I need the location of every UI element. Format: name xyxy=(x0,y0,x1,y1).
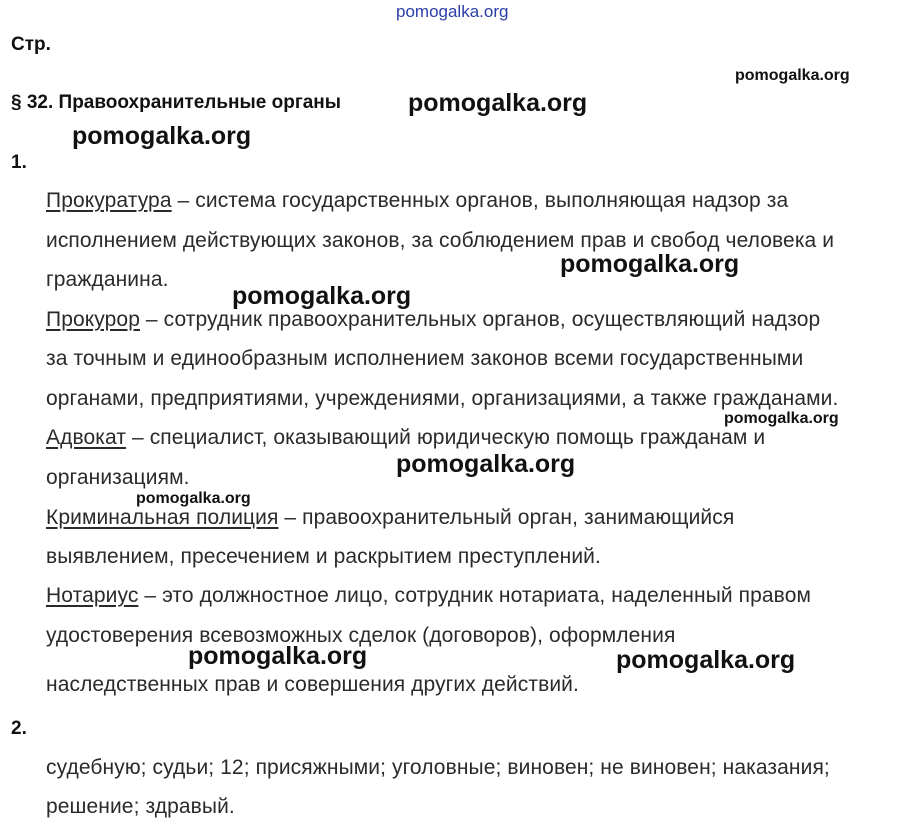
watermark-top: pomogalka.org xyxy=(396,2,509,21)
term-prokuror: Прокурор xyxy=(46,308,140,331)
watermark: pomogalka.org xyxy=(724,410,839,427)
task1-line-3: гражданина. xyxy=(46,268,169,291)
task1-line-2: исполнением действующих законов, за соблюдением прав и свобод человека и xyxy=(46,229,835,252)
term-notarius: Нотариус xyxy=(46,584,139,607)
watermark: pomogalka.org xyxy=(72,122,252,150)
task1-line-8: организациям. xyxy=(46,466,190,489)
term-prokuratura: Прокуратура xyxy=(46,189,172,212)
term-kriminalnaya-politsiya: Криминальная полиция xyxy=(46,506,279,529)
task1-line-9: Криминальная полиция – правоохранительный орган, занимающийся xyxy=(46,506,735,529)
watermark: pomogalka.org xyxy=(560,250,740,278)
task1-line-11: Нотариус – это должностное лицо, сотрудник нотариата, наделенный правом xyxy=(46,584,812,607)
watermark: pomogalka.org xyxy=(616,646,796,674)
term-advokat: Адвокат xyxy=(46,426,127,449)
page-label: Стр. xyxy=(11,34,51,55)
task1-line-7: Адвокат – специалист, оказывающий юридическую помощь гражданам и xyxy=(46,426,766,449)
watermark: pomogalka.org xyxy=(188,642,368,670)
watermark: pomogalka.org xyxy=(408,89,588,117)
task1-line-1: Прокуратура – система государственных органов, выполняющая надзор за xyxy=(46,189,789,212)
watermark: pomogalka.org xyxy=(232,282,412,310)
watermark: pomogalka.org xyxy=(396,450,576,478)
task2-line-1: судебную; судьи; 12; присяжными; уголовные; виновен; не виновен; наказания; xyxy=(46,756,830,779)
task2-line-2: решение; здравый. xyxy=(46,795,235,818)
task1-line-5: за точным и единообразным исполнением законов всеми государственными xyxy=(46,347,804,370)
section-title: § 32. Правоохранительные органы xyxy=(11,92,341,113)
task1-line-13: наследственных прав и совершения других действий. xyxy=(46,673,579,696)
watermark: pomogalka.org xyxy=(735,67,850,84)
watermark: pomogalka.org xyxy=(136,490,251,507)
task1-line-4: Прокурор – сотрудник правоохранительных органов, осуществляющий надзор xyxy=(46,308,821,331)
task1-line-10: выявлением, пресечением и раскрытием преступлений. xyxy=(46,545,601,568)
task-number-2: 2. xyxy=(11,718,27,739)
task1-line-6: органами, предприятиями, учреждениями, организациями, а также гражданами. xyxy=(46,387,839,410)
task1-line-12: удостоверения всевозможных сделок (договоров), оформления xyxy=(46,624,676,647)
task-number-1: 1. xyxy=(11,152,27,173)
